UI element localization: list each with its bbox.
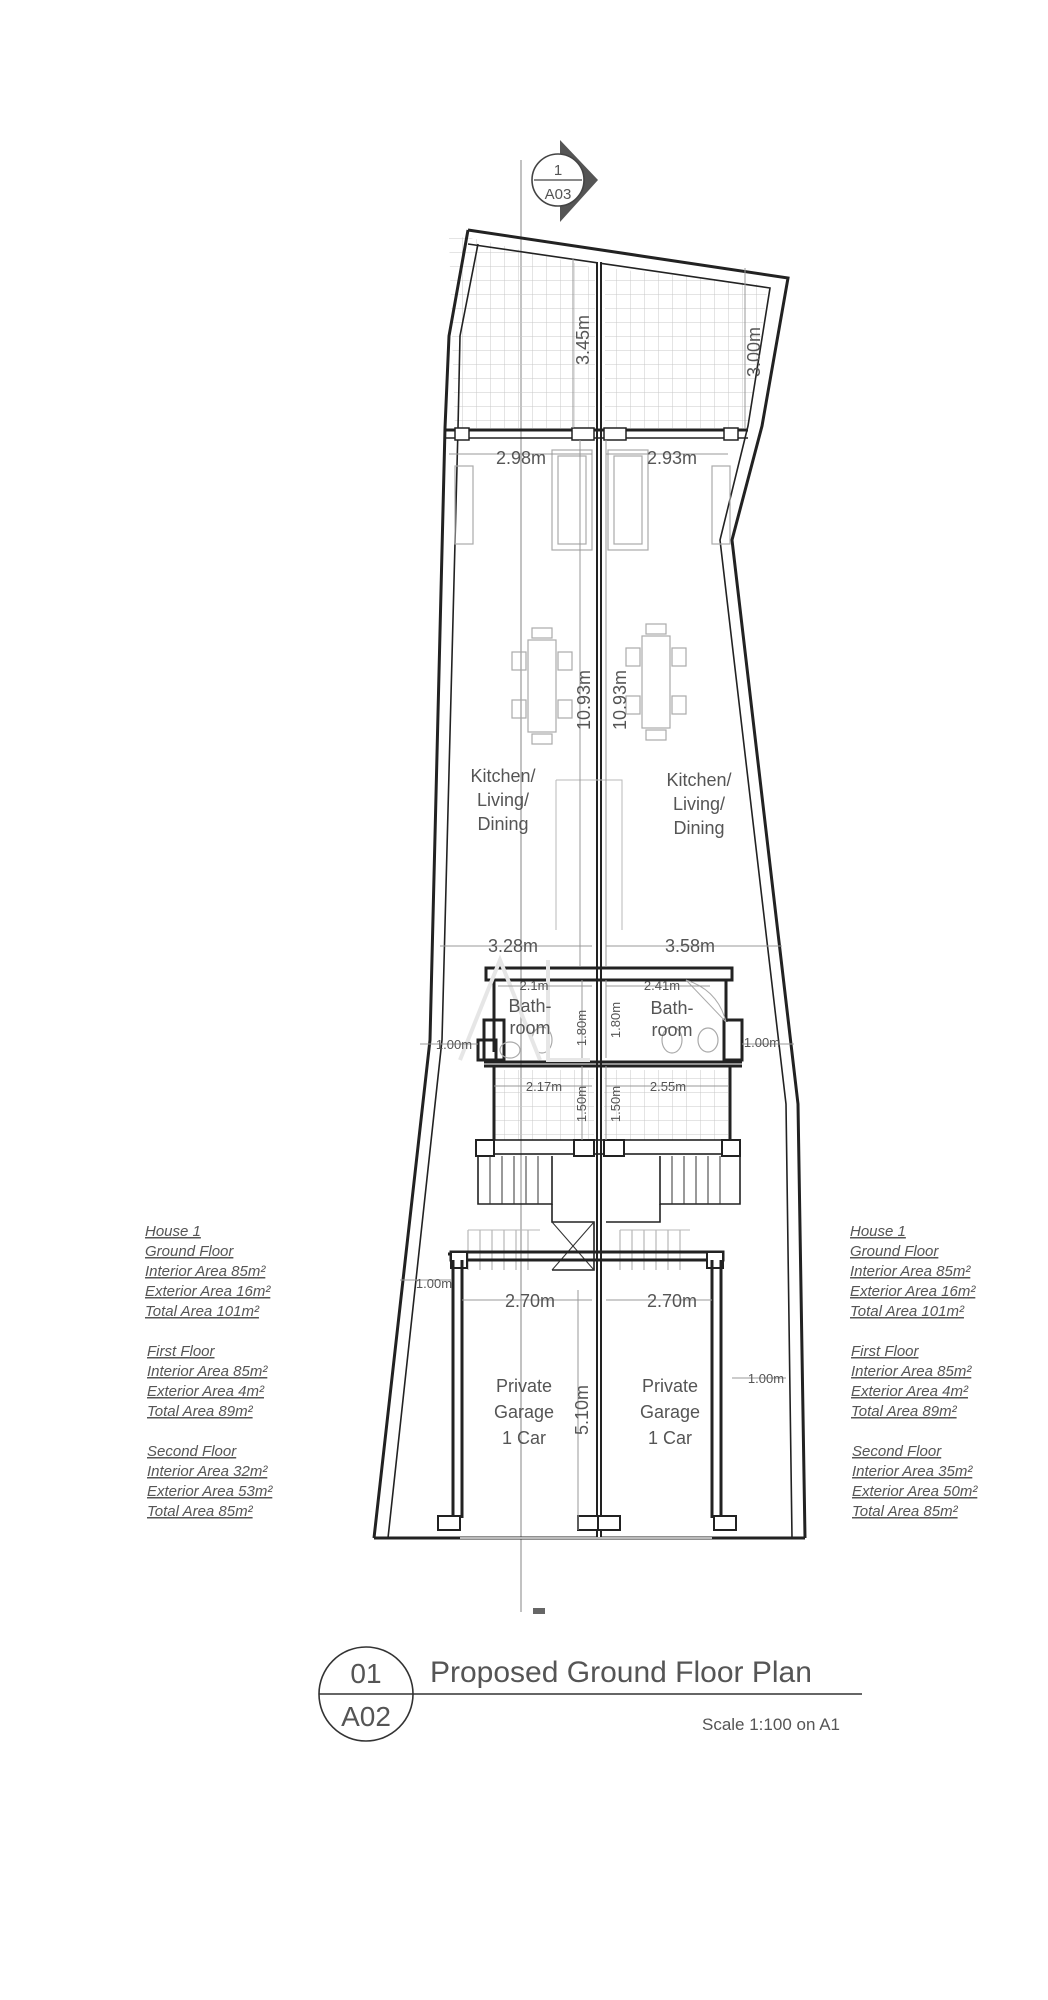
dim-side-left-bath: 1.00m [435,1037,473,1052]
schedule-left-line: House 1 [145,1223,201,1240]
room-right-living-2: Living/ [672,794,726,814]
schedule-right-line: Exterior Area 4m² [851,1383,968,1400]
room-right-living-3: Dining [673,818,725,838]
dim-yard-right-depth: 3.00m [744,326,764,378]
schedule-right-line: Exterior Area 50m² [852,1483,978,1500]
dim-garage-depth: 5.10m [572,1384,592,1436]
dim-bath-row-right-width: 3.58m [664,936,716,956]
schedule-right-line: Interior Area 85m² [850,1263,971,1280]
title-block [319,1647,862,1741]
room-right-bath-2: room [651,1020,693,1040]
section-marker-number: 1 [553,162,563,179]
schedule-left-line: First Floor [147,1343,215,1360]
room-left-living-1: Kitchen/ [470,766,536,786]
schedule-right-line: Total Area 85m² [852,1503,958,1520]
dim-court-right-width: 2.55m [649,1079,687,1094]
schedule-left-line: Exterior Area 4m² [147,1383,264,1400]
room-right-garage-3: 1 Car [647,1428,693,1448]
dim-living-left-width: 2.98m [495,448,547,468]
room-right-living-1: Kitchen/ [666,770,732,790]
sofa-right [608,450,648,550]
schedule-left-line: Second Floor [147,1443,237,1460]
room-left-living-2: Living/ [476,790,530,810]
dim-side-left-garage: 1.00m [415,1276,453,1291]
drawing-sheet: A02 [341,1701,391,1732]
room-left-bath-2: room [509,1018,551,1038]
section-marker [532,140,598,222]
schedule-left-line: Total Area 89m² [147,1403,253,1420]
room-right-garage-2: Garage [639,1402,701,1422]
dim-bath-left-width: 2.1m [519,978,549,993]
room-right-bath-1: Bath- [650,998,694,1018]
schedule-right-line: House 1 [850,1223,906,1240]
dim-bath-right-depth: 1.80m [608,1001,623,1039]
dim-bath-left-depth: 1.80m [574,1009,589,1047]
dim-bath-row-left-width: 3.28m [487,936,539,956]
schedule-left-line: Total Area 85m² [147,1503,253,1520]
area-schedule-left [145,1223,273,1520]
room-left-garage-2: Garage [493,1402,555,1422]
dim-living-right-depth: 10.93m [610,669,630,731]
room-left-bath-1: Bath- [508,996,552,1016]
dim-bath-right-width: 2.41m [643,978,681,993]
room-left-garage-3: 1 Car [501,1428,547,1448]
schedule-left-line: Interior Area 85m² [145,1263,266,1280]
dim-court-left-width: 2.17m [525,1079,563,1094]
dim-garage-right-width: 2.70m [646,1291,698,1311]
section-marker-sheet: A03 [544,186,572,203]
dim-side-right-bath: 1.00m [743,1035,781,1050]
schedule-left-line: Ground Floor [145,1243,234,1260]
dim-court-left-depth: 1.50m [574,1085,589,1123]
drawing-scale: Scale 1:100 on A1 [701,1715,840,1734]
schedule-right-line: Total Area 89m² [851,1403,957,1420]
schedule-right-line: Interior Area 85m² [851,1363,972,1380]
schedule-right-line: Ground Floor [850,1243,939,1260]
drawing-number: 01 [350,1658,382,1689]
room-right-garage-1: Private [641,1376,699,1396]
sofa-left [552,450,592,550]
area-schedule-right [850,1223,978,1520]
schedule-right-line: Interior Area 35m² [852,1463,973,1480]
schedule-left-line: Exterior Area 16m² [145,1283,271,1300]
schedule-left-line: Exterior Area 53m² [147,1483,273,1500]
dim-living-right-width: 2.93m [646,448,698,468]
schedule-left-line: Interior Area 85m² [147,1363,268,1380]
dim-living-left-depth: 10.93m [574,669,594,731]
room-left-living-3: Dining [477,814,529,834]
cabinet-right [712,466,730,544]
schedule-right-line: First Floor [851,1343,919,1360]
room-left-garage-1: Private [495,1376,553,1396]
schedule-right-line: Total Area 101m² [850,1303,964,1320]
schedule-right-line: Exterior Area 16m² [850,1283,976,1300]
dim-side-right-garage: 1.00m [747,1371,785,1386]
drawing-title: Proposed Ground Floor Plan [430,1656,812,1689]
dim-yard-left-depth: 3.45m [573,314,593,366]
dining-table-right [626,624,686,740]
section-line-end [533,1608,545,1614]
dim-court-right-depth: 1.50m [608,1085,623,1123]
dim-garage-left-width: 2.70m [504,1291,556,1311]
cabinet-left [455,466,473,544]
schedule-right-line: Second Floor [852,1443,942,1460]
schedule-left-line: Interior Area 32m² [147,1463,268,1480]
schedule-left-line: Total Area 101m² [145,1303,259,1320]
